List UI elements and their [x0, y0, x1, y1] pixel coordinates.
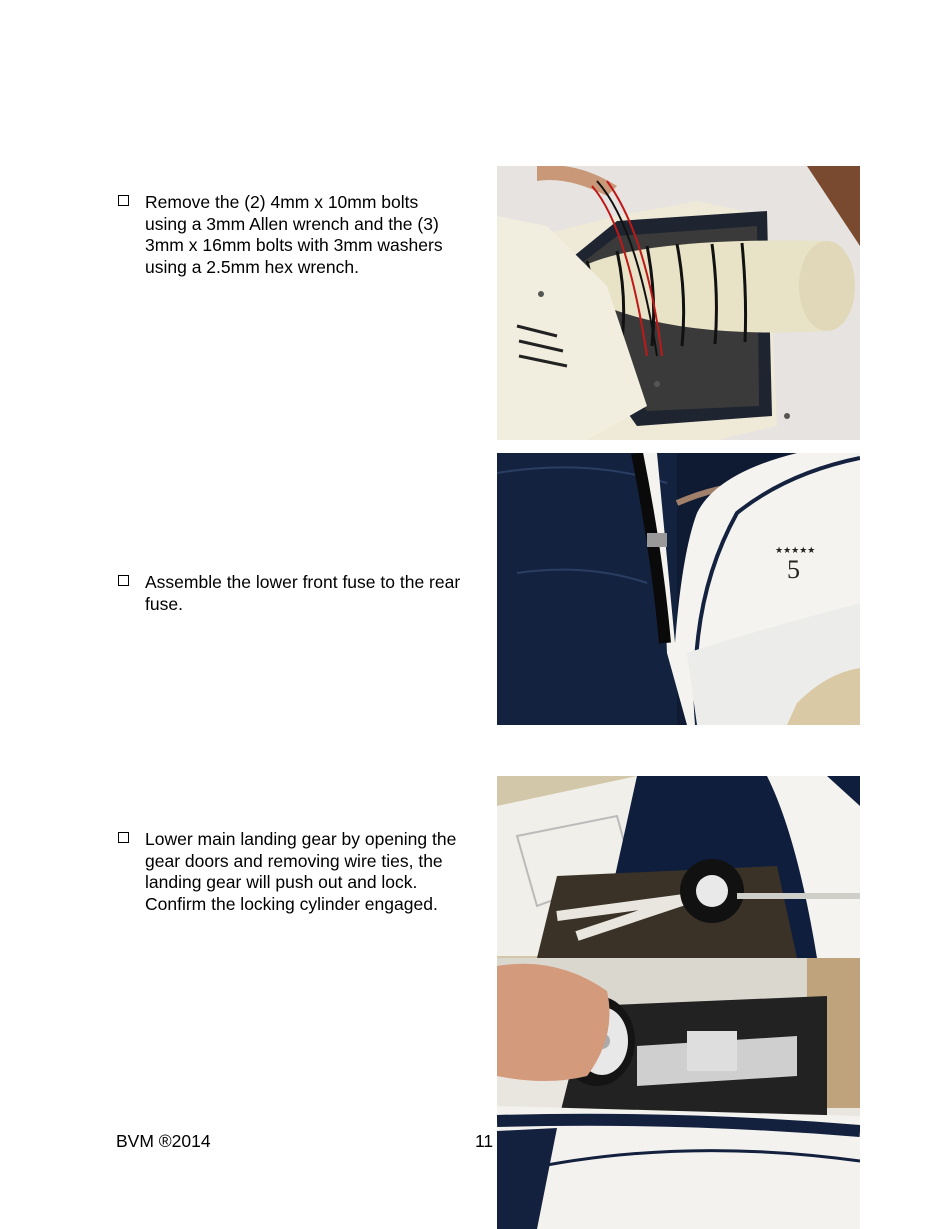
instruction-step-2	[118, 572, 488, 615]
checkbox-icon[interactable]	[118, 195, 129, 206]
svg-text:5: 5	[787, 555, 800, 584]
instruction-step-3	[118, 829, 488, 915]
step-text: Assemble the lower front fuse to the rear fuse.	[145, 572, 461, 614]
photo-fuse-assembly	[497, 453, 860, 725]
page-number: 11	[475, 1131, 494, 1151]
photo-fuse-bolts	[497, 166, 860, 440]
svg-text:★★★★★: ★★★★★	[775, 546, 816, 556]
instruction-step-1	[118, 192, 488, 278]
photo-landing-gear	[497, 776, 860, 1229]
footer-copyright: BVM ®2014	[116, 1131, 211, 1151]
step-text: Lower main landing gear by opening the gear doors and removing wire ties, the landing gear will push out and lock. Confirm the locking cylinder engaged.	[145, 829, 457, 914]
checkbox-icon[interactable]	[118, 832, 129, 843]
checkbox-icon[interactable]	[118, 575, 129, 586]
step-text: Remove the (2) 4mm x 10mm bolts using a 3mm Allen wrench and the (3) 3mm x 16mm bolts with 3mm washers using a 2.5mm hex wrench.	[145, 192, 443, 277]
